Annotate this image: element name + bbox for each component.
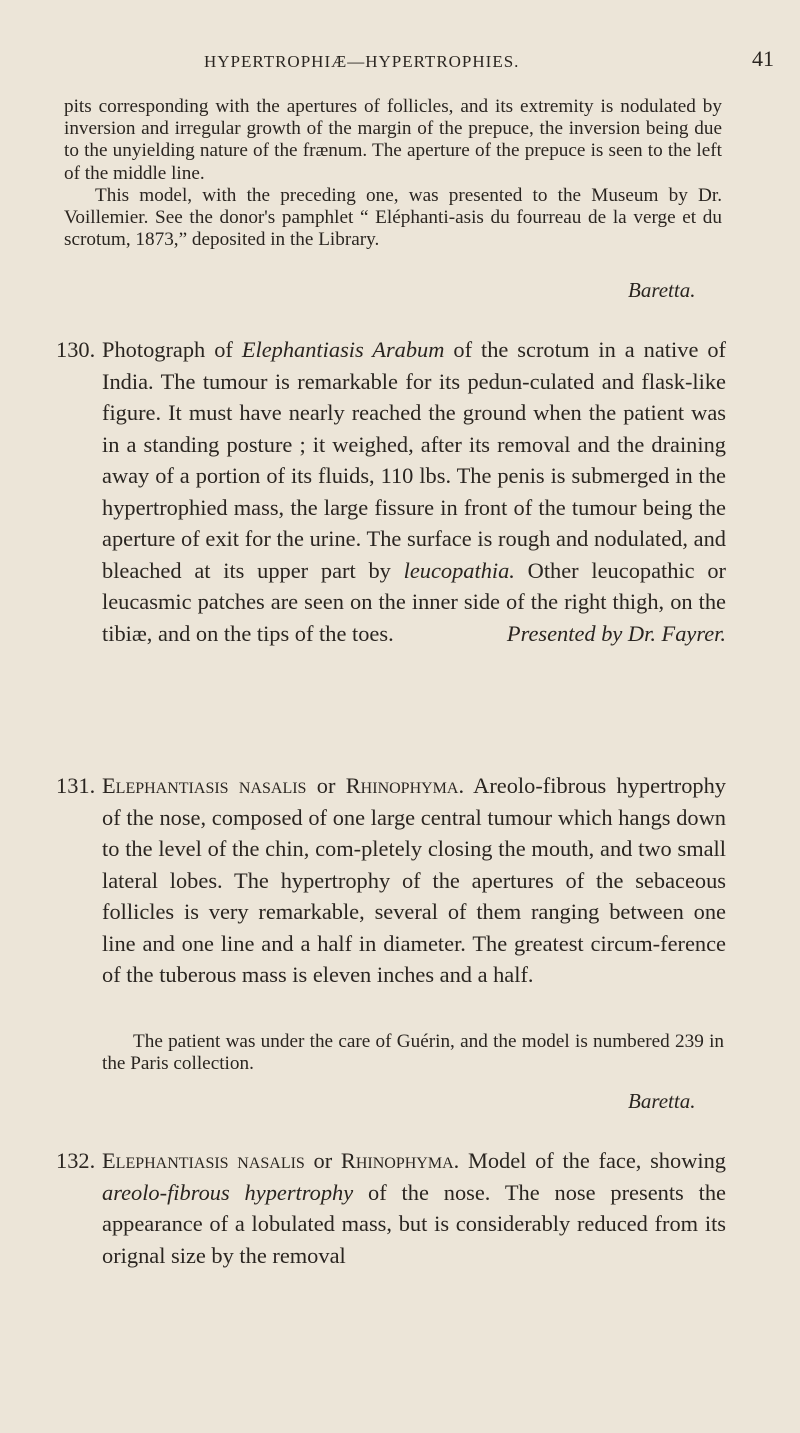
note-paragraph: The patient was under the care of Guérin, and the model is numbered 239 in the Paris collection. [102,1031,724,1075]
page-number: 41 [752,46,774,71]
entry-heading: Rhinophyma. [340,1148,460,1173]
entry-heading: Rhinophyma. [345,773,465,798]
entry-130 [56,334,726,649]
entry-131-note [102,1031,724,1075]
entry-body [102,770,726,991]
entry-text: Areolo-fibrous hypertrophy of the nose, composed of one large central tumour which hangs down to the level of the chin, com-pletely closing the mouth, and two small lateral lobes. The hypertrophy of the apertures of the sebaceous follicles is very remarkable, several of them ranging between one line and one line and a half in diameter. The greatest circum-ference of the tuberous mass is eleven inches and a half. [102,773,726,987]
signature-baretta-1: Baretta. [628,278,696,302]
entry-body [102,1145,726,1271]
presented-by: Presented by Dr. Fayrer. [506,620,726,646]
entry-text: or [306,773,346,798]
entry-number: 132. [56,1148,96,1173]
entry-body [102,334,726,649]
signature-baretta-2: Baretta. [628,1089,696,1113]
entry-heading: Elephantiasis nasalis [102,773,307,798]
entry-text: of the nose. The nose presents the appearance of a lobulated mass, but is considerably reduced from its orignal size by the removal [102,1179,726,1268]
entry-text: Photograph of [102,337,242,362]
continuation-text [64,96,722,251]
entry-italic-term: Elephantiasis Arabum [241,337,445,362]
entry-heading: Elephantiasis nasalis [102,1148,305,1173]
entry-132 [56,1145,726,1271]
entry-131 [56,770,726,991]
running-head: HYPERTROPHIÆ—HYPERTROPHIES. [204,52,520,71]
entry-number: 130. [56,337,96,362]
entry-italic-term: areolo-fibrous hypertrophy [102,1179,354,1205]
continuation-paragraph-2: This model, with the preceding one, was presented to the Museum by Dr. Voillemier. See the donor's pamphlet “ Eléphanti-asis du fourreau de la verge et du scrotum, 1873,” deposited in the Library. [64,184,722,251]
entry-italic-term: leucopathia. [403,557,515,583]
entry-text: Other leucopathic or leucasmic patches are seen on the inner side of the right thigh, on the tibiæ, and on the tips of the toes. [102,557,727,646]
entry-text: or [304,1148,341,1173]
entry-text: Model of the face, showing [459,1148,726,1173]
continuation-paragraph-1: pits corresponding with the apertures of follicles, and its extremity is nodulated by inversion and irregular growth of the margin of the prepuce, the inversion being due to the unyielding nature of the frænum. The aperture of the prepuce is seen to the left of the middle line. [64,96,722,184]
entry-number: 131. [56,773,96,798]
entry-text: of the scrotum in a native of India. The tumour is remarkable for its pedun-culated and flask-like figure. It must have nearly reached the ground when the patient was in a standing posture ; it weighed, after its removal and the draining away of a portion of its fluids, 110 lbs. The penis is submerged in the hypertrophied mass, the large fissure in front of the tumour being the aperture of exit for the urine. The surface is rough and nodulated, and bleached at its upper part by [102,337,726,583]
